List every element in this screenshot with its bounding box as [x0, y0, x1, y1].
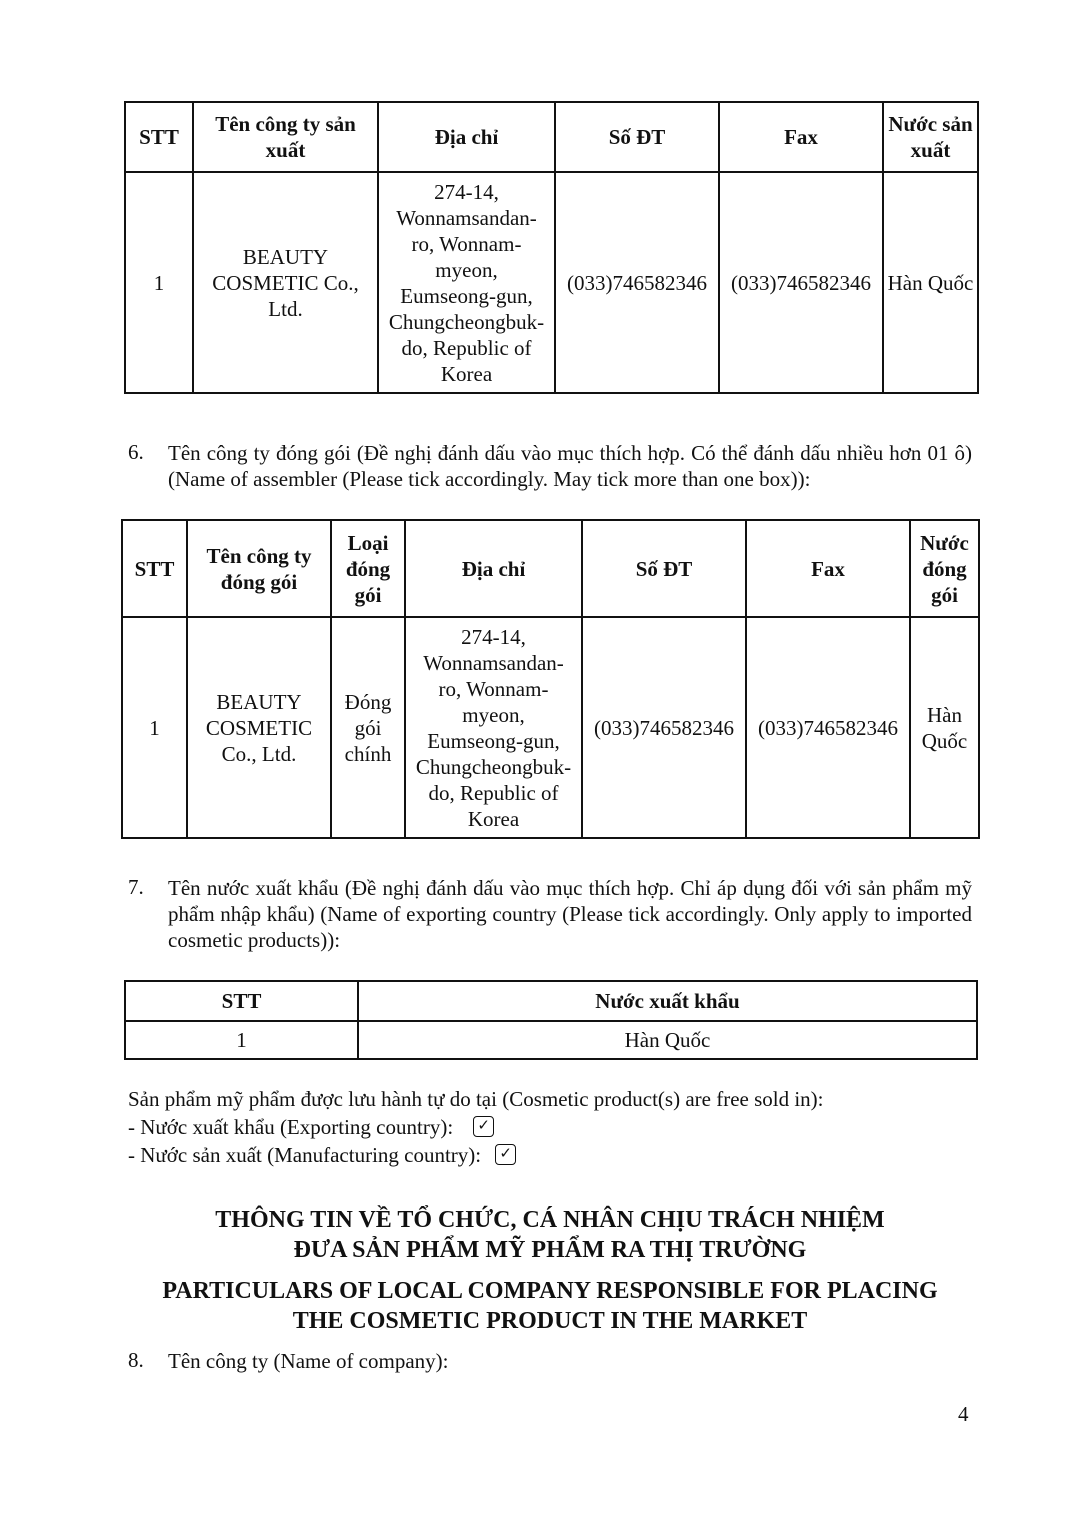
page-number: 4 [958, 1402, 969, 1426]
heading-vi-line-2: ĐƯA SẢN PHẨM MỸ PHẨM RA THỊ TRƯỜNG [293, 1237, 807, 1263]
cell-country: Hàn Quốc [910, 617, 979, 838]
check-icon: ✓ [499, 1145, 512, 1162]
cell-company: BEAUTY COSMETIC Co., Ltd. [193, 172, 378, 393]
cell-country: Hàn Quốc [883, 172, 978, 393]
section-8-text: Tên công ty (Name of company): [168, 1349, 449, 1373]
header-packing-type: Loại đóng gói [331, 520, 405, 617]
header-stt: STT [125, 102, 193, 172]
header-fax: Fax [746, 520, 910, 617]
manufacturing-country-label: - Nước sản xuất (Manufacturing country): [128, 1143, 482, 1167]
header-fax: Fax [719, 102, 883, 172]
header-phone: Số ĐT [555, 102, 719, 172]
header-phone: Số ĐT [582, 520, 746, 617]
header-company: Tên công ty đóng gói [187, 520, 331, 617]
header-address: Địa chỉ [378, 102, 555, 172]
table-header-row [122, 520, 979, 617]
header-country: Nước sản xuất [883, 102, 978, 172]
table-header-row [125, 102, 978, 172]
free-sale-exporting-row [128, 1113, 494, 1141]
manufacturing-country-checkbox[interactable] [495, 1144, 516, 1165]
heading-en-line-1: PARTICULARS OF LOCAL COMPANY RESPONSIBLE FOR PLACING [162, 1278, 938, 1304]
table-row [122, 617, 979, 838]
heading-english [100, 1276, 1000, 1336]
cell-phone: (033)746582346 [555, 172, 719, 393]
exporting-country-label: - Nước xuất khẩu (Exporting country): [128, 1115, 454, 1139]
section-6-text: Tên công ty đóng gói (Đề nghị đánh dấu vào mục thích hợp. Có thể đánh dấu nhiều hơn 01 ô) (Name of assembler (Please tick accordingly. May tick more than one box)): [168, 441, 972, 491]
section-7-text: Tên nước xuất khẩu (Đề nghị đánh dấu vào mục thích hợp. Chỉ áp dụng đối với sản phẩm mỹ phẩm nhập khẩu) (Name of exporting country (Please tick accordingly. Only apply to imported cosmetic products)): [168, 876, 972, 952]
cell-stt: 1 [125, 1021, 358, 1059]
header-export-country: Nước xuất khẩu [358, 981, 977, 1021]
header-stt: STT [125, 981, 358, 1021]
cell-address: 274-14, Wonnamsandan-ro, Wonnam-myeon, Eumseong-gun, Chungcheongbuk-do, Republic of Korea [378, 172, 555, 393]
exporting-country-checkbox[interactable] [473, 1116, 494, 1137]
cell-address: 274-14, Wonnamsandan-ro, Wonnam-myeon, Eumseong-gun, Chungcheongbuk-do, Republic of Korea [405, 617, 582, 838]
heading-vi-line-1: THÔNG TIN VỀ TỔ CHỨC, CÁ NHÂN CHỊU TRÁCH NHIỆM [215, 1207, 885, 1233]
cell-fax: (033)746582346 [746, 617, 910, 838]
export-country-table [124, 980, 978, 1060]
header-stt: STT [122, 520, 187, 617]
cell-company: BEAUTY COSMETIC Co., Ltd. [187, 617, 331, 838]
heading-vietnamese [100, 1205, 1000, 1265]
section-6-number: 6. [128, 440, 144, 464]
cell-phone: (033)746582346 [582, 617, 746, 838]
table-row [125, 172, 978, 393]
assembler-table [121, 519, 980, 839]
header-address: Địa chỉ [405, 520, 582, 617]
cell-fax: (033)746582346 [719, 172, 883, 393]
header-company: Tên công ty sản xuất [193, 102, 378, 172]
table-row [125, 1021, 977, 1059]
manufacturer-table [124, 101, 979, 394]
header-country: Nước đóng gói [910, 520, 979, 617]
free-sale-intro: Sản phẩm mỹ phẩm được lưu hành tự do tại (Cosmetic product(s) are free sold in): [128, 1087, 824, 1111]
section-7-number: 7. [128, 875, 144, 899]
free-sale-manufacturing-row [128, 1141, 516, 1169]
table-header-row [125, 981, 977, 1021]
check-icon: ✓ [477, 1117, 490, 1134]
cell-stt: 1 [125, 172, 193, 393]
cell-export-country: Hàn Quốc [358, 1021, 977, 1059]
cell-stt: 1 [122, 617, 187, 838]
cell-packing-type: Đóng gói chính [331, 617, 405, 838]
section-8-number: 8. [128, 1348, 144, 1372]
heading-en-line-2: THE COSMETIC PRODUCT IN THE MARKET [292, 1308, 808, 1334]
